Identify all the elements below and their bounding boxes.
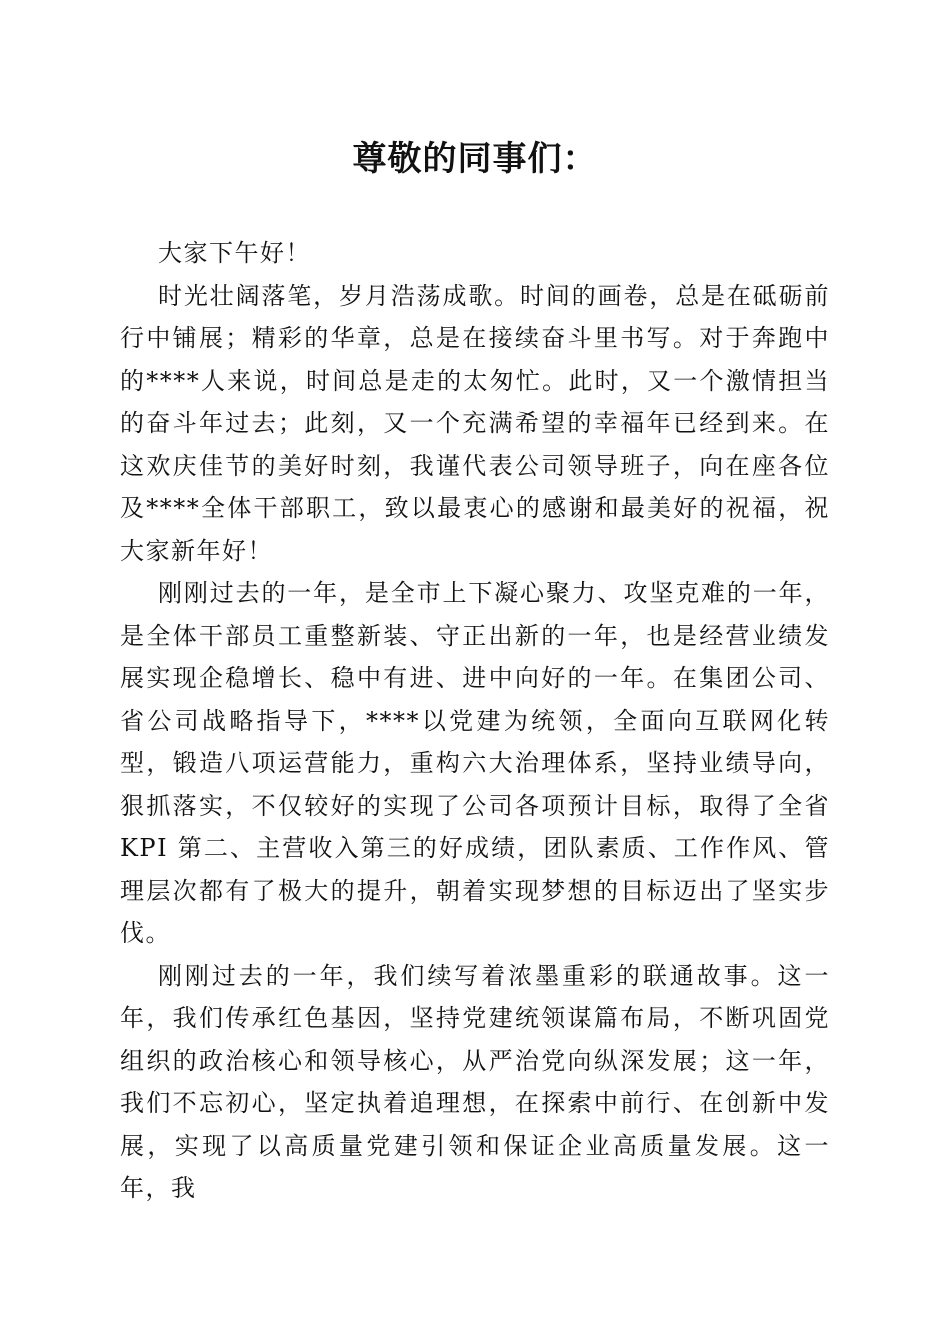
paragraph-new-year-wishes: 时光壮阔落笔，岁月浩荡成歌。时间的画卷，总是在砥砺前行中铺展；精彩的华章，总是在接续奋斗里书写。对于奔跑中的****人来说，时间总是走的太匆忙。此时，又一个激情担当的奋斗年过去；此刻，又一个充满希望的幸福年已经到来。在这欢庆佳节的美好时刻，我谨代表公司领导班子，向在座各位及****全体干部职工，致以最衷心的感谢和最美好的祝福，祝大家新年好！ — [120, 281, 830, 565]
document-title: 尊敬的同事们： — [352, 139, 598, 179]
paragraph-unicom-story: 刚刚过去的一年，我们续写着浓墨重彩的联通故事。这一年，我们传承红色基因，坚持党建统领谋篇布局，不断巩固党组织的政治核心和领导核心，从严治党向纵深发展；这一年，我们不忘初心，坚定执着追理想，在探索中前行、在创新中发展，实现了以高质量党建引领和保证企业高质量发展。这一年，我 — [120, 961, 830, 1202]
document-body — [120, 232, 830, 1210]
paragraph-greeting: 大家下午好！ — [158, 239, 311, 267]
paragraph-annual-review: 刚刚过去的一年，是全市上下凝心聚力、攻坚克难的一年，是全体干部员工重整新装、守正出新的一年，也是经营业绩发展实现企稳增长、稳中有进、进中向好的一年。在集团公司、省公司战略指导下，****以党建为统领，全面向互联网化转型，锻造八项运营能力，重构六大治理体系，坚持业绩导向，狠抓落实，不仅较好的实现了公司各项预计目标，取得了全省 KPI 第二、主营收入第三的好成绩，团队素质、工作作风、管理层次都有了极大的提升，朝着实现梦想的目标迈出了坚实步伐。 — [120, 579, 830, 947]
